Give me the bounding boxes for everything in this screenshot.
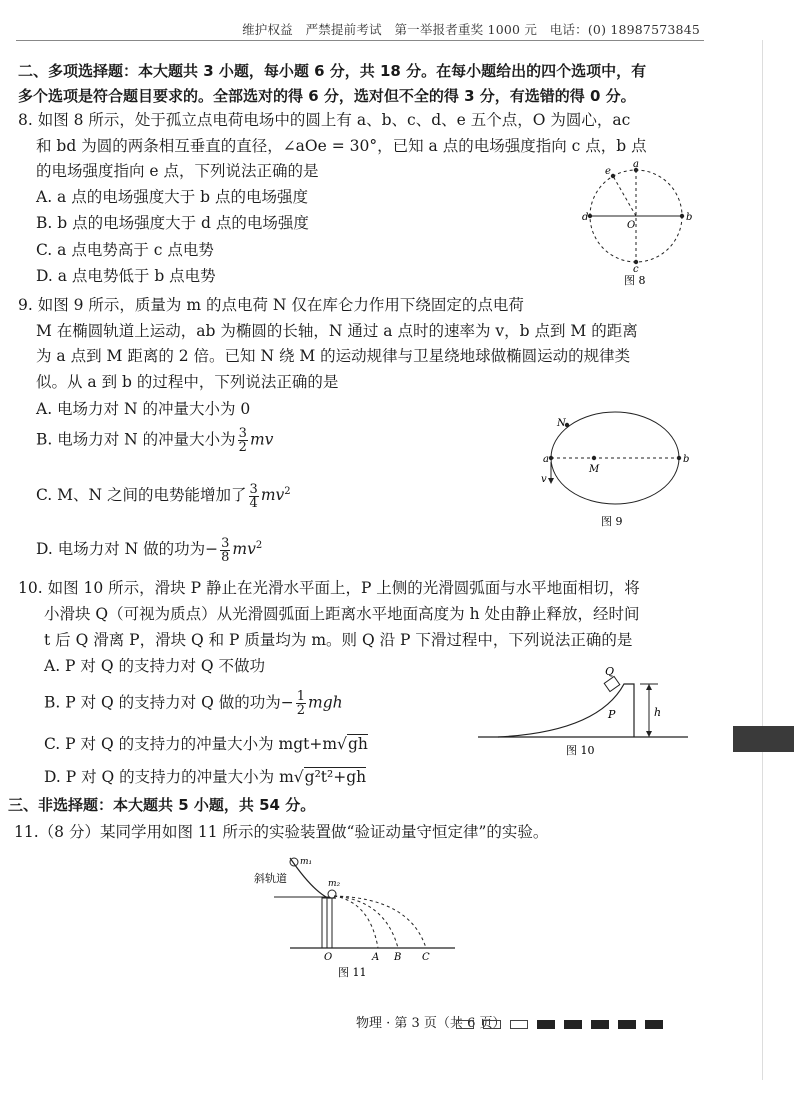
fig8-label-d: d bbox=[582, 212, 589, 223]
page-box-2 bbox=[483, 1020, 501, 1029]
fig9-label-v: v bbox=[541, 474, 547, 485]
page-box-6 bbox=[591, 1020, 609, 1029]
figure-8 bbox=[580, 160, 700, 290]
fig11-trajectory-c bbox=[334, 896, 426, 948]
q8-option-c: C. a 点电势高于 c 点电势 bbox=[36, 241, 214, 259]
fig11-ball-m2 bbox=[328, 890, 336, 898]
fig11-label-b: B bbox=[394, 952, 402, 963]
fig8-label-o: O bbox=[627, 220, 636, 231]
fig8-line-oe bbox=[613, 176, 636, 216]
q9-option-c: C. M、N 之间的电势能增加了 $\frac{3}{4}$ $mv^2$ bbox=[36, 481, 291, 511]
page-header: 维护权益 严禁提前考试 第一举报者重奖 1000 元 电话：(0) 18987573845 bbox=[242, 22, 700, 37]
page-box-7 bbox=[618, 1020, 636, 1029]
q9-stem-3: 为 a 点到 M 距离的 2 倍。已知 N 绕 M 的运动规律与卫星绕地球做椭圆运动的规律类 bbox=[36, 347, 631, 365]
q10-stem-1: 10. 如图 10 所示，滑块 P 静止在光滑水平面上，P 上侧的光滑圆弧面与水平地面相切，将 bbox=[18, 579, 640, 597]
q11-stem-1: 11.（8 分）某同学用如图 11 所示的实验装置做“验证动量守恒定律”的实验。 bbox=[14, 823, 549, 841]
q8-option-b: B. b 点的电场强度大于 d 点的电场强度 bbox=[36, 214, 309, 232]
q8-stem-3: 的电场强度指向 e 点，下列说法正确的是 bbox=[36, 162, 319, 180]
fig9-point-a bbox=[549, 456, 553, 460]
page-box-8 bbox=[645, 1020, 663, 1029]
page-footer: 物理 · 第 3 页（共 6 页） bbox=[356, 1016, 506, 1031]
fig11-ball-m1 bbox=[290, 858, 298, 866]
fig11-trajectory-b bbox=[334, 896, 398, 948]
q10-option-a: A. P 对 Q 的支持力对 Q 不做功 bbox=[44, 657, 266, 675]
fig8-label-e: e bbox=[605, 166, 611, 177]
q10-b-fraction: $\frac{1}{2}$ bbox=[296, 689, 305, 718]
q8-option-a: A. a 点的电场强度大于 b 点的电场强度 bbox=[36, 188, 308, 206]
page-box-4 bbox=[537, 1020, 555, 1029]
fig11-trajectory-a bbox=[334, 896, 378, 948]
side-tab-marker bbox=[733, 726, 794, 752]
figure-11 bbox=[250, 850, 465, 980]
fig9-point-m bbox=[592, 456, 596, 460]
fig11-label-m2: m₂ bbox=[328, 879, 341, 889]
fig8-label-c: c bbox=[633, 264, 639, 275]
fig11-label-track: 斜轨道 bbox=[254, 872, 287, 885]
fig8-point-b bbox=[680, 214, 684, 218]
fig10-label-q: Q bbox=[605, 665, 615, 678]
fig9-point-b bbox=[677, 456, 681, 460]
fig8-label-b: b bbox=[686, 212, 693, 223]
q10-option-d: D. P 对 Q 的支持力的冲量大小为 m√g²t²+gh bbox=[44, 768, 367, 786]
fig10-label-p: P bbox=[608, 708, 616, 721]
section-multi-title: 二、多项选择题：本大题共 3 小题，每小题 6 分，共 18 分。在每小题给出的四个选项中，有 bbox=[18, 62, 647, 80]
page-box-1 bbox=[456, 1020, 474, 1029]
q9-c-fraction: $\frac{3}{4}$ bbox=[249, 481, 258, 511]
fig9-label-a: a bbox=[543, 454, 549, 465]
figure-9 bbox=[535, 410, 700, 535]
q9-b-fraction: $\frac{3}{2}$ bbox=[238, 426, 247, 455]
q9-d-fraction: $\frac{3}{8}$ bbox=[221, 535, 230, 565]
q9-stem-4: 似。从 a 到 b 的过程中，下列说法正确的是 bbox=[36, 373, 339, 391]
q8-option-d: D. a 点电势低于 b 点电势 bbox=[36, 267, 216, 285]
section-nonchoice-title: 三、非选择题：本大题共 5 小题，共 54 分。 bbox=[8, 796, 316, 814]
q9-option-a: A. 电场力对 N 的冲量大小为 0 bbox=[36, 400, 251, 418]
fig8-label-a: a bbox=[633, 160, 639, 170]
fig8-point-d bbox=[588, 214, 592, 218]
fig9-label-m: M bbox=[589, 464, 600, 475]
q8-stem-2: 和 bd 为圆的两条相互垂直的直径，∠aOe = 30°，已知 a 点的电场强度指向 c 点，b 点 bbox=[36, 137, 647, 155]
q9-stem-2: M 在椭圆轨道上运动，ab 为椭圆的长轴，N 通过 a 点时的速率为 v，b 点到 M 的距离 bbox=[36, 322, 638, 340]
fig10-label-h: h bbox=[654, 706, 662, 719]
page-box-5 bbox=[564, 1020, 582, 1029]
page-indicator-boxes bbox=[456, 1014, 672, 1033]
q10-option-c: C. P 对 Q 的支持力的冲量大小为 mgt+m√gh bbox=[44, 735, 368, 753]
q8-stem-1: 8. 如图 8 所示，处于孤立点电荷电场中的圆上有 a、b、c、d、e 五个点，O 为圆心，ac bbox=[18, 111, 631, 129]
figure-10 bbox=[478, 660, 690, 760]
q9-option-b: B. 电场力对 N 的冲量大小为 $\frac{3}{2}$ mv bbox=[36, 426, 274, 455]
q10-stem-3: t 后 Q 滑离 P，滑块 Q 和 P 质量均为 m。则 Q 沿 P 下滑过程中，下列说法正确的是 bbox=[44, 631, 633, 649]
q9-stem-1: 9. 如图 9 所示，质量为 m 的点电荷 N 仅在库仑力作用下绕固定的点电荷 bbox=[18, 296, 524, 314]
fig8-point-e bbox=[611, 174, 615, 178]
section-multi-title-2: 多个选项是符合题目要求的。全部选对的得 6 分，选对但不全的得 3 分，有选错的得 0 分。 bbox=[18, 87, 636, 105]
page-box-3 bbox=[510, 1020, 528, 1029]
fig8-caption: 图 8 bbox=[624, 274, 646, 287]
fig11-label-c: C bbox=[422, 952, 430, 963]
fig9-label-b: b bbox=[683, 454, 690, 465]
fig9-label-n: N bbox=[557, 418, 566, 429]
fig11-label-o: O bbox=[324, 952, 333, 963]
fig11-label-m1: m₁ bbox=[300, 857, 313, 867]
q10-stem-2: 小滑块 Q（可视为质点）从光滑圆弧面上距离水平地面高度为 h 处由静止释放，经时间 bbox=[44, 605, 640, 623]
q9-option-d: D. 电场力对 N 做的功为− $\frac{3}{8}$ $mv^2$ bbox=[36, 535, 263, 565]
fig11-caption: 图 11 bbox=[338, 966, 367, 979]
header-rule bbox=[16, 40, 704, 41]
fig10-block-q bbox=[604, 676, 620, 691]
q10-option-b: B. P 对 Q 的支持力对 Q 做的功为− $\frac{1}{2}$ mgh bbox=[44, 689, 343, 718]
fig11-label-a: A bbox=[372, 952, 380, 963]
fig10-caption: 图 10 bbox=[566, 744, 595, 757]
fig9-caption: 图 9 bbox=[601, 515, 623, 528]
page-edge-line bbox=[762, 40, 763, 1080]
